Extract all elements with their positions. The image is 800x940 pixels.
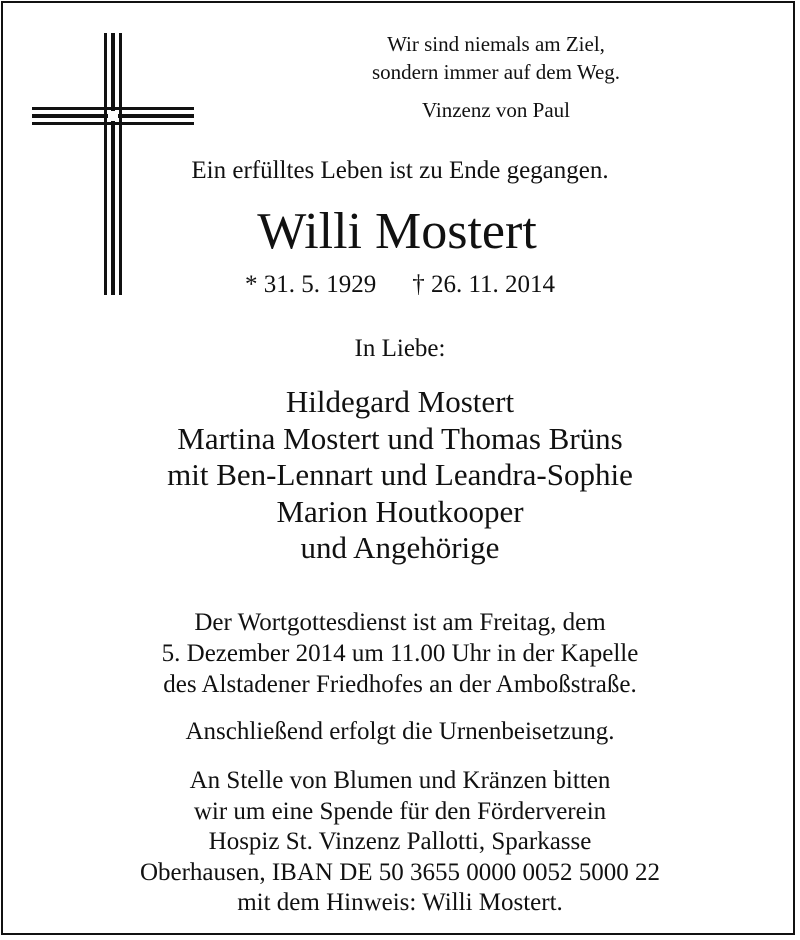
deceased-name: Willi Mostert (257, 203, 537, 260)
donation-request (0, 766, 800, 919)
donation-line: An Stelle von Blumen und Kränzen bitten (189, 767, 611, 794)
motto-line: sondern immer auf dem Weg. (371, 60, 621, 84)
family-line: Hildegard Mostert (285, 384, 515, 419)
donation-line: wir um eine Spende für den Förderverein (193, 797, 607, 825)
urn-burial-note: Anschließend erfolgt die Urnenbeisetzung. (185, 718, 615, 745)
service-line: Der Wortgottesdienst ist am Freitag, dem (194, 609, 606, 636)
service-line: 5. Dezember 2014 um 11.00 Uhr in der Kapelle (161, 640, 639, 667)
donation-line: Oberhausen, IBAN DE 50 3655 0000 0052 5000 22 (139, 858, 661, 886)
family-line: mit Ben-Lennart und Leandra-Sophie (167, 457, 633, 492)
motto-line: Wir sind niemals am Ziel, (387, 32, 605, 56)
donation-line: mit dem Hinweis: Willi Mostert. (237, 889, 563, 916)
family-list (0, 384, 800, 567)
family-line: Martina Mostert und Thomas Brüns (177, 420, 623, 456)
donation-line: Hospiz St. Vinzenz Pallotti, Sparkasse (208, 828, 592, 855)
service-info (0, 607, 800, 700)
family-line: und Angehörige (300, 530, 500, 565)
motto-quote (96, 30, 800, 86)
intro-text: Ein erfülltes Leben ist zu Ende gegangen. (191, 157, 609, 184)
birth-date: * 31. 5. 1929 (244, 271, 377, 298)
service-line: des Alstadener Friedhofes an der Amboßstraße. (163, 671, 637, 698)
family-line: Marion Houtkooper (276, 493, 524, 529)
death-date: † 26. 11. 2014 (412, 271, 556, 298)
life-dates (0, 269, 800, 301)
love-heading: In Liebe: (354, 335, 446, 362)
motto-author: Vinzenz von Paul (421, 98, 571, 122)
